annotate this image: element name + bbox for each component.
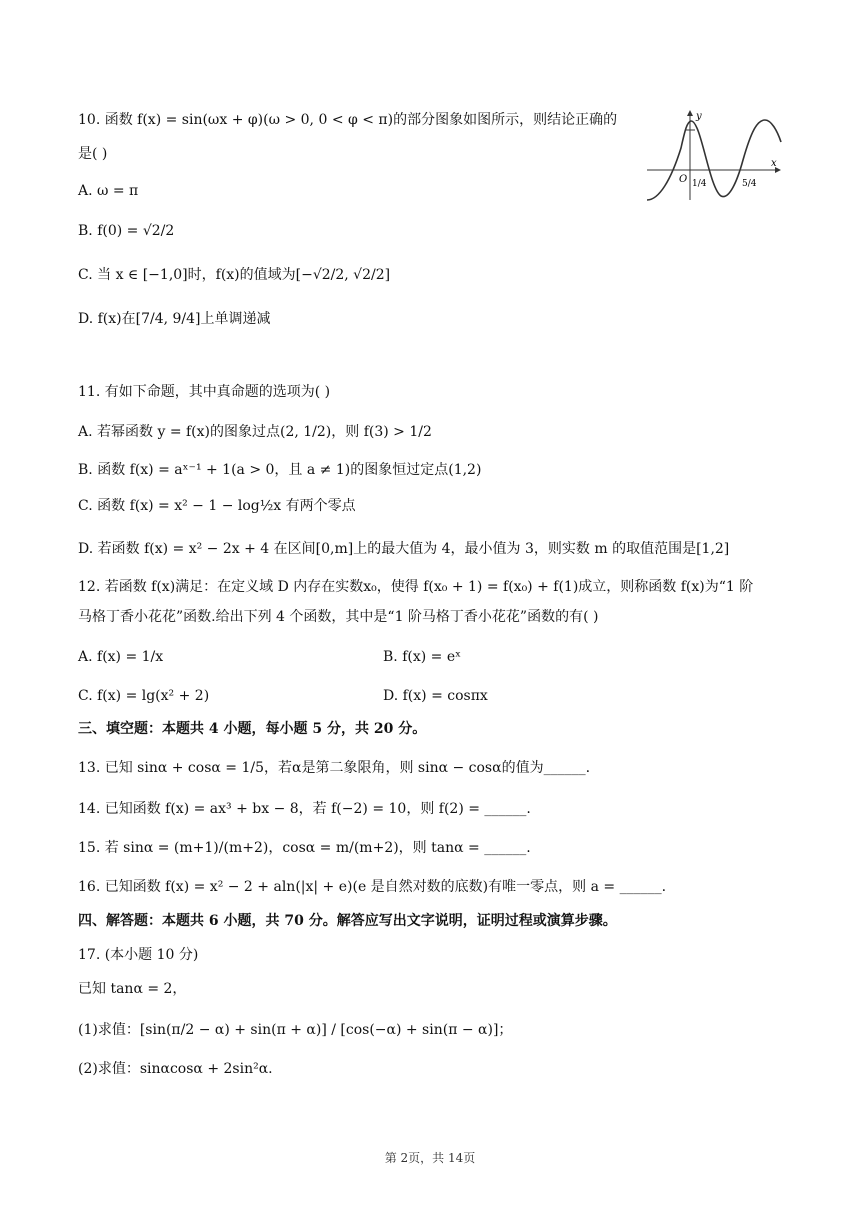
q17-part1: (1)求值：[sin(π/2 − α) + sin(π + α)] / [cos(−α) + sin(π − α)]； — [78, 1022, 513, 1038]
q10-stem-line1: 10. 函数 f(x) = sin(ωx + φ)(ω > 0, 0 < φ < π)的部分图象如图所示，则结论正确的 — [78, 112, 618, 128]
sine-curve — [647, 120, 781, 200]
page-footer: 第 2页，共 14页 — [384, 1151, 476, 1165]
y-axis-arrow — [687, 110, 693, 116]
q12-option-c: C. f(x) = lg(x² + 2) — [78, 688, 210, 704]
q10-option-b: B. f(0) = √2/2 — [78, 223, 175, 239]
q11-option-b: B. 函数 f(x) = aˣ⁻¹ + 1(a > 0，且 a ≠ 1)的图象恒过定点(1,2) — [78, 462, 482, 478]
q17-part2: (2)求值：sinαcosα + 2sin²α. — [78, 1061, 273, 1077]
q12-stem-line1: 12. 若函数 f(x)满足：在定义域 D 内存在实数x₀，使得 f(x₀ + 1) = f(x₀) + f(1)成立，则称函数 f(x)为“1 阶 — [78, 579, 754, 595]
q10-option-d: D. f(x)在[7/4, 9/4]上单调递减 — [78, 311, 271, 327]
q11-option-c: C. 函数 f(x) = x² − 1 − log½x 有两个零点 — [78, 498, 356, 514]
q10-sine-graph — [645, 108, 785, 203]
q17-header: 17. (本小题 10 分) — [78, 947, 199, 963]
tick-label-2: 5/4 — [742, 179, 757, 189]
q12-stem-line2: 马格丁香小花花”函数.给出下列 4 个函数，其中是“1 阶马格丁香小花花”函数的有( ) — [78, 609, 599, 625]
q11-option-d: D. 若函数 f(x) = x² − 2x + 4 在区间[0,m]上的最大值为 4，最小值为 3，则实数 m 的取值范围是[1,2] — [78, 541, 730, 557]
q11-option-a: A. 若幂函数 y = f(x)的图象过点(2, 1/2)，则 f(3) > 1/2 — [78, 424, 432, 440]
q12-option-a: A. f(x) = 1/x — [78, 649, 164, 665]
q12-option-b: B. f(x) = eˣ — [383, 649, 462, 665]
section-4-heading: 四、解答题：本题共 6 小题，共 70 分。解答应写出文字说明，证明过程或演算步骤。 — [78, 913, 617, 929]
q10-option-c: C. 当 x ∈ [−1,0]时，f(x)的值域为[−√2/2, √2/2] — [78, 267, 391, 283]
origin-label: O — [679, 174, 688, 185]
q16: 16. 已知函数 f(x) = x² − 2 + aln(|x| + e)(e 是自然对数的底数)有唯一零点，则 a = ______. — [78, 879, 667, 895]
q11-stem: 11. 有如下命题，其中真命题的选项为( ) — [78, 384, 331, 400]
q10-option-a: A. ω = π — [78, 183, 139, 199]
q10-stem-line2: 是( ) — [78, 146, 108, 162]
section-3-heading: 三、填空题：本题共 4 小题，每小题 5 分，共 20 分。 — [78, 721, 427, 737]
y-axis-label: y — [696, 111, 702, 122]
tick-label-1: 1/4 — [692, 179, 707, 189]
q14: 14. 已知函数 f(x) = ax³ + bx − 8，若 f(−2) = 10，则 f(2) = ______. — [78, 801, 531, 817]
q17-given: 已知 tanα = 2， — [78, 981, 187, 997]
q15: 15. 若 sinα = (m+1)/(m+2)，cosα = m/(m+2)，则 tanα = ______. — [78, 840, 531, 856]
q12-option-d: D. f(x) = cosπx — [383, 688, 488, 704]
x-axis-label: x — [771, 158, 777, 169]
q13: 13. 已知 sinα + cosα = 1/5，若α是第二象限角，则 sinα − cosα的值为______. — [78, 760, 591, 776]
